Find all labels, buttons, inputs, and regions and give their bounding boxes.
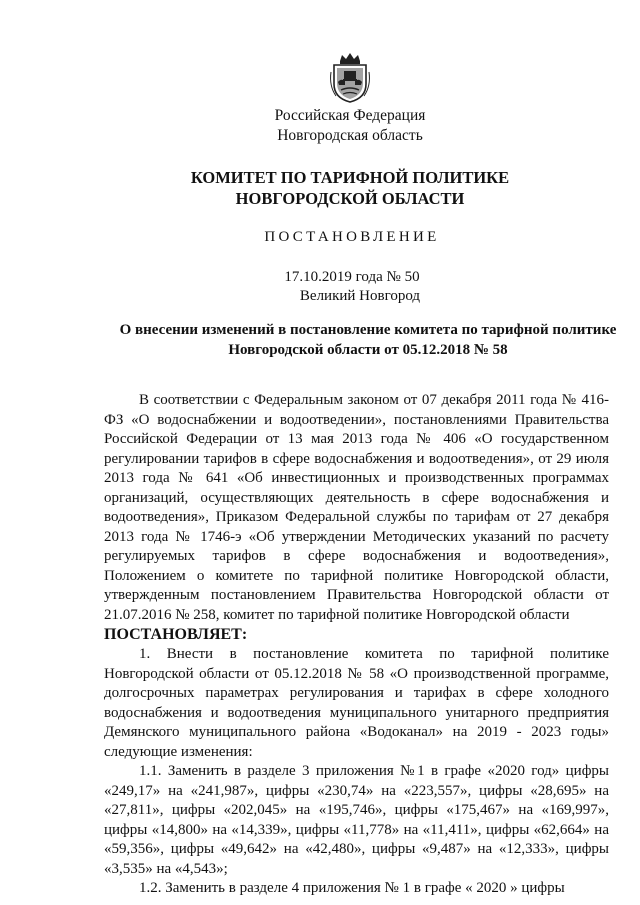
city-name: Великий Новгород xyxy=(299,288,421,304)
document-subject: О внесении изменений в постановление комитета по тарифной политике Новгородской области от 05.12.2018 № 58 xyxy=(119,322,617,358)
novgorod-coat-of-arms-icon xyxy=(328,52,372,104)
item-1-1-paragraph: 1.1. Заменить в разделе 3 приложения №1 в графе «2020 год» цифры «249,17» на «241,987», цифры «230,74» на «223,557», цифры «28,695» на «27,811», цифры «202,045» на «195,746», цифры «175,467» на «169,997», цифры «14,800» на «14,339», цифры «11,778» на «11,411», цифры «62,664» на «59,356», цифры «49,642» на «42,480», цифры «9,487» на «12,333», цифры «3,535» на «4,543»; xyxy=(104,763,609,877)
item-1-2-paragraph: 1.2. Заменить в разделе 4 приложения № 1 в графе « 2020 » цифры xyxy=(139,880,565,896)
document-type: ПОСТАНОВЛЕНИЕ xyxy=(264,229,440,245)
item-1-paragraph: 1. Внести в постановление комитета по тарифной политике Новгородской области от 05.12.2018 № 58 «О производственной программе, долгосрочных параметрах регулирования и тарифах в сфере холодного водоснабжения и водоотведения муниципального унитарного предприятия Демянского муниципального района «Водоканал» на 2019 - 2023 годы» следующие изменения: xyxy=(104,646,609,760)
preamble-paragraph: В соответствии с Федеральным законом от 07 декабря 2011 года № 416-ФЗ «О водоснабжении и водоотведении», постановлениями Правительства Российской Федерации от 13 мая 2013 года № 406 «О государственном регулировании тарифов в сфере водоснабжения и водоотведения», от 29 июля 2013 года № 641 «Об инвестиционных и производственных программах организаций, осуществляющих деятельность в сфере водоснабжения и водоотведения», Приказом Федеральной службы по тарифам от 27 декабря 2013 года № 1746-э «Об утверждении Методических указаний по расчету регулируемых тарифов в сфере водоснабжения и водоотведения», Положением о комитете по тарифной политике Новгородской области, утвержденным постановлением Правительства Новгородской области от 21.07.2016 № 258, комитет по тарифной политике Новгородской области xyxy=(104,392,609,623)
date-number: 17.10.2019 года № 50 xyxy=(284,269,420,285)
committee-title: КОМИТЕТ ПО ТАРИФНОЙ ПОЛИТИКЕ НОВГОРОДСКОЙ ОБЛАСТИ xyxy=(190,168,510,208)
decree-heading: ПОСТАНОВЛЯЕТ: xyxy=(104,626,248,643)
document-body xyxy=(104,391,609,899)
region-name: Новгородская область xyxy=(277,127,423,144)
country-name: Российская Федерация xyxy=(274,107,426,124)
